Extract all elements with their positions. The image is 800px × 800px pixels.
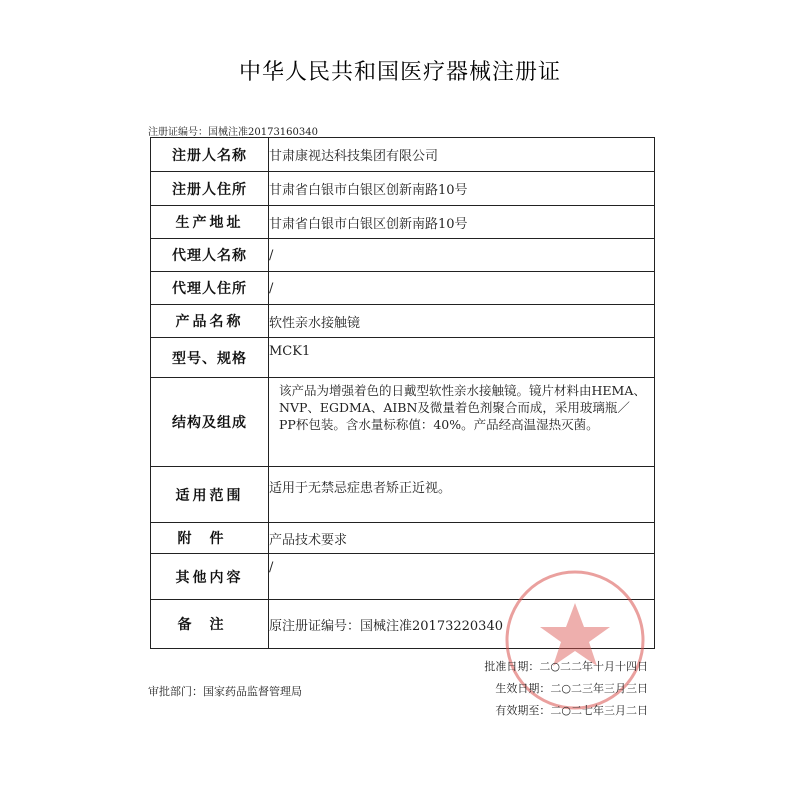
table-row	[151, 378, 655, 467]
effective-date: 生效日期：二○二三年三月三日	[495, 682, 648, 695]
row-label: 型号、规格	[151, 338, 269, 378]
row-label: 适用范围	[151, 467, 269, 523]
row-value: 甘肃康视达科技集团有限公司	[269, 138, 655, 172]
approval-date: 批准日期：二○二二年十月十四日	[484, 660, 648, 673]
table-row	[151, 305, 655, 338]
table-row	[151, 138, 655, 172]
row-value: 该产品为增强着色的日戴型软性亲水接触镜。镜片材料由HEMA、NVP、EGDMA、AIBN及微量着色剂聚合而成，采用玻璃瓶／PP杯包装。含水量标称值：40%。产品经高温湿热灭菌。	[269, 378, 655, 467]
row-label: 代理人住所	[151, 272, 269, 305]
table-row	[151, 467, 655, 523]
row-label: 结构及组成	[151, 378, 269, 467]
expiry-date: 有效期至：二○二七年三月二日	[495, 704, 648, 717]
row-label: 注册人住所	[151, 172, 269, 206]
row-label: 附件	[151, 523, 269, 554]
row-value: 原注册证编号：国械注准20173220340	[269, 600, 655, 649]
table-row	[151, 239, 655, 272]
table-row	[151, 272, 655, 305]
row-value: 产品技术要求	[269, 523, 655, 554]
row-label: 生产地址	[151, 206, 269, 239]
approval-authority: 审批部门：国家药品监督管理局	[148, 685, 302, 698]
registration-number: 注册证编号：国械注准20173160340	[148, 127, 318, 138]
row-value: /	[269, 272, 655, 305]
row-value: MCK1	[269, 338, 655, 378]
table-row	[151, 338, 655, 378]
document-title: 中华人民共和国医疗器械注册证	[238, 60, 561, 85]
row-value: /	[269, 554, 655, 600]
table-row	[151, 172, 655, 206]
row-label: 注册人名称	[151, 138, 269, 172]
row-label: 备注	[151, 600, 269, 649]
row-value: 软性亲水接触镜	[269, 305, 655, 338]
row-label: 代理人名称	[151, 239, 269, 272]
row-value: 适用于无禁忌症患者矫正近视。	[269, 467, 655, 523]
row-value: 甘肃省白银市白银区创新南路10号	[269, 172, 655, 206]
row-label: 其他内容	[151, 554, 269, 600]
table-row	[151, 206, 655, 239]
row-value: 甘肃省白银市白银区创新南路10号	[269, 206, 655, 239]
table-row	[151, 523, 655, 554]
row-value: /	[269, 239, 655, 272]
row-label: 产品名称	[151, 305, 269, 338]
